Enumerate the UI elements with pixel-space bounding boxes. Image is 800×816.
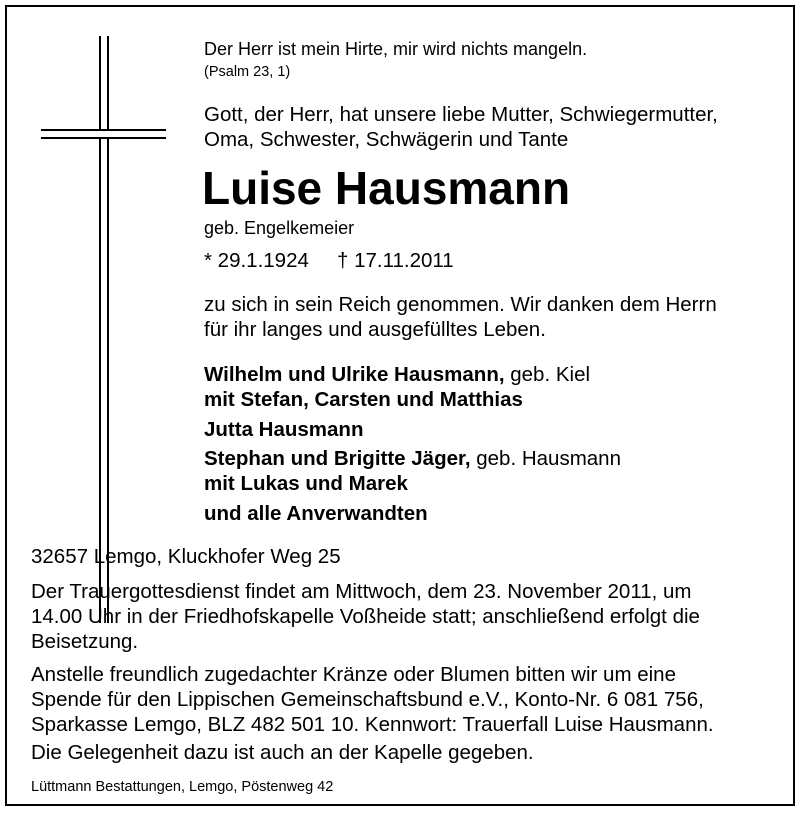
closing-line-1: zu sich in sein Reich genommen. Wir danken dem Herrn	[204, 293, 717, 316]
closing-line-2: für ihr langes und ausgefülltes Leben.	[204, 318, 546, 341]
service-line-3: Beisetzung.	[31, 630, 139, 653]
service-line-2: 14.00 Uhr in der Friedhofskapelle Voßheide statt; anschließend erfolgt die	[31, 605, 700, 628]
mourner-line-4: Stephan und Brigitte Jäger, geb. Hausmann	[204, 447, 621, 470]
undertaker-info: Lüttmann Bestattungen, Lemgo, Pöstenweg 42	[31, 779, 334, 795]
mourner-line-2: mit Stefan, Carsten und Matthias	[204, 388, 523, 411]
mourner-line-1: Wilhelm und Ulrike Hausmann, geb. Kiel	[204, 363, 591, 386]
mourner-line-6: und alle Anverwandten	[204, 502, 428, 525]
donation-line-4: Die Gelegenheit dazu ist auch an der Kapelle gegeben.	[31, 741, 534, 764]
verse-reference: (Psalm 23, 1)	[204, 64, 291, 80]
donation-line-3: Sparkasse Lemgo, BLZ 482 501 10. Kennwort: Trauerfall Luise Hausmann.	[31, 713, 714, 736]
address: 32657 Lemgo, Kluckhofer Weg 25	[31, 545, 341, 568]
donation-line-2: Spende für den Lippischen Gemeinschaftsbund e.V., Konto-Nr. 6 081 756,	[31, 688, 704, 711]
obituary-notice	[5, 5, 795, 806]
birth-date: * 29.1.1924	[204, 249, 309, 272]
bible-verse: Der Herr ist mein Hirte, mir wird nichts mangeln.	[204, 39, 588, 59]
donation-line-1: Anstelle freundlich zugedachter Kränze oder Blumen bitten wir um eine	[31, 663, 676, 686]
mourner-line-5: mit Lukas und Marek	[204, 472, 408, 495]
mourner-line-3: Jutta Hausmann	[204, 418, 364, 441]
intro-line-2: Oma, Schwester, Schwägerin und Tante	[204, 128, 569, 151]
intro-line-1: Gott, der Herr, hat unsere liebe Mutter, Schwiegermutter,	[204, 103, 718, 126]
death-date: † 17.11.2011	[337, 249, 454, 272]
service-line-1: Der Trauergottesdienst findet am Mittwoch, dem 23. November 2011, um	[31, 580, 692, 603]
deceased-name: Luise Hausmann	[202, 162, 571, 214]
birth-name: geb. Engelkemeier	[204, 218, 355, 238]
